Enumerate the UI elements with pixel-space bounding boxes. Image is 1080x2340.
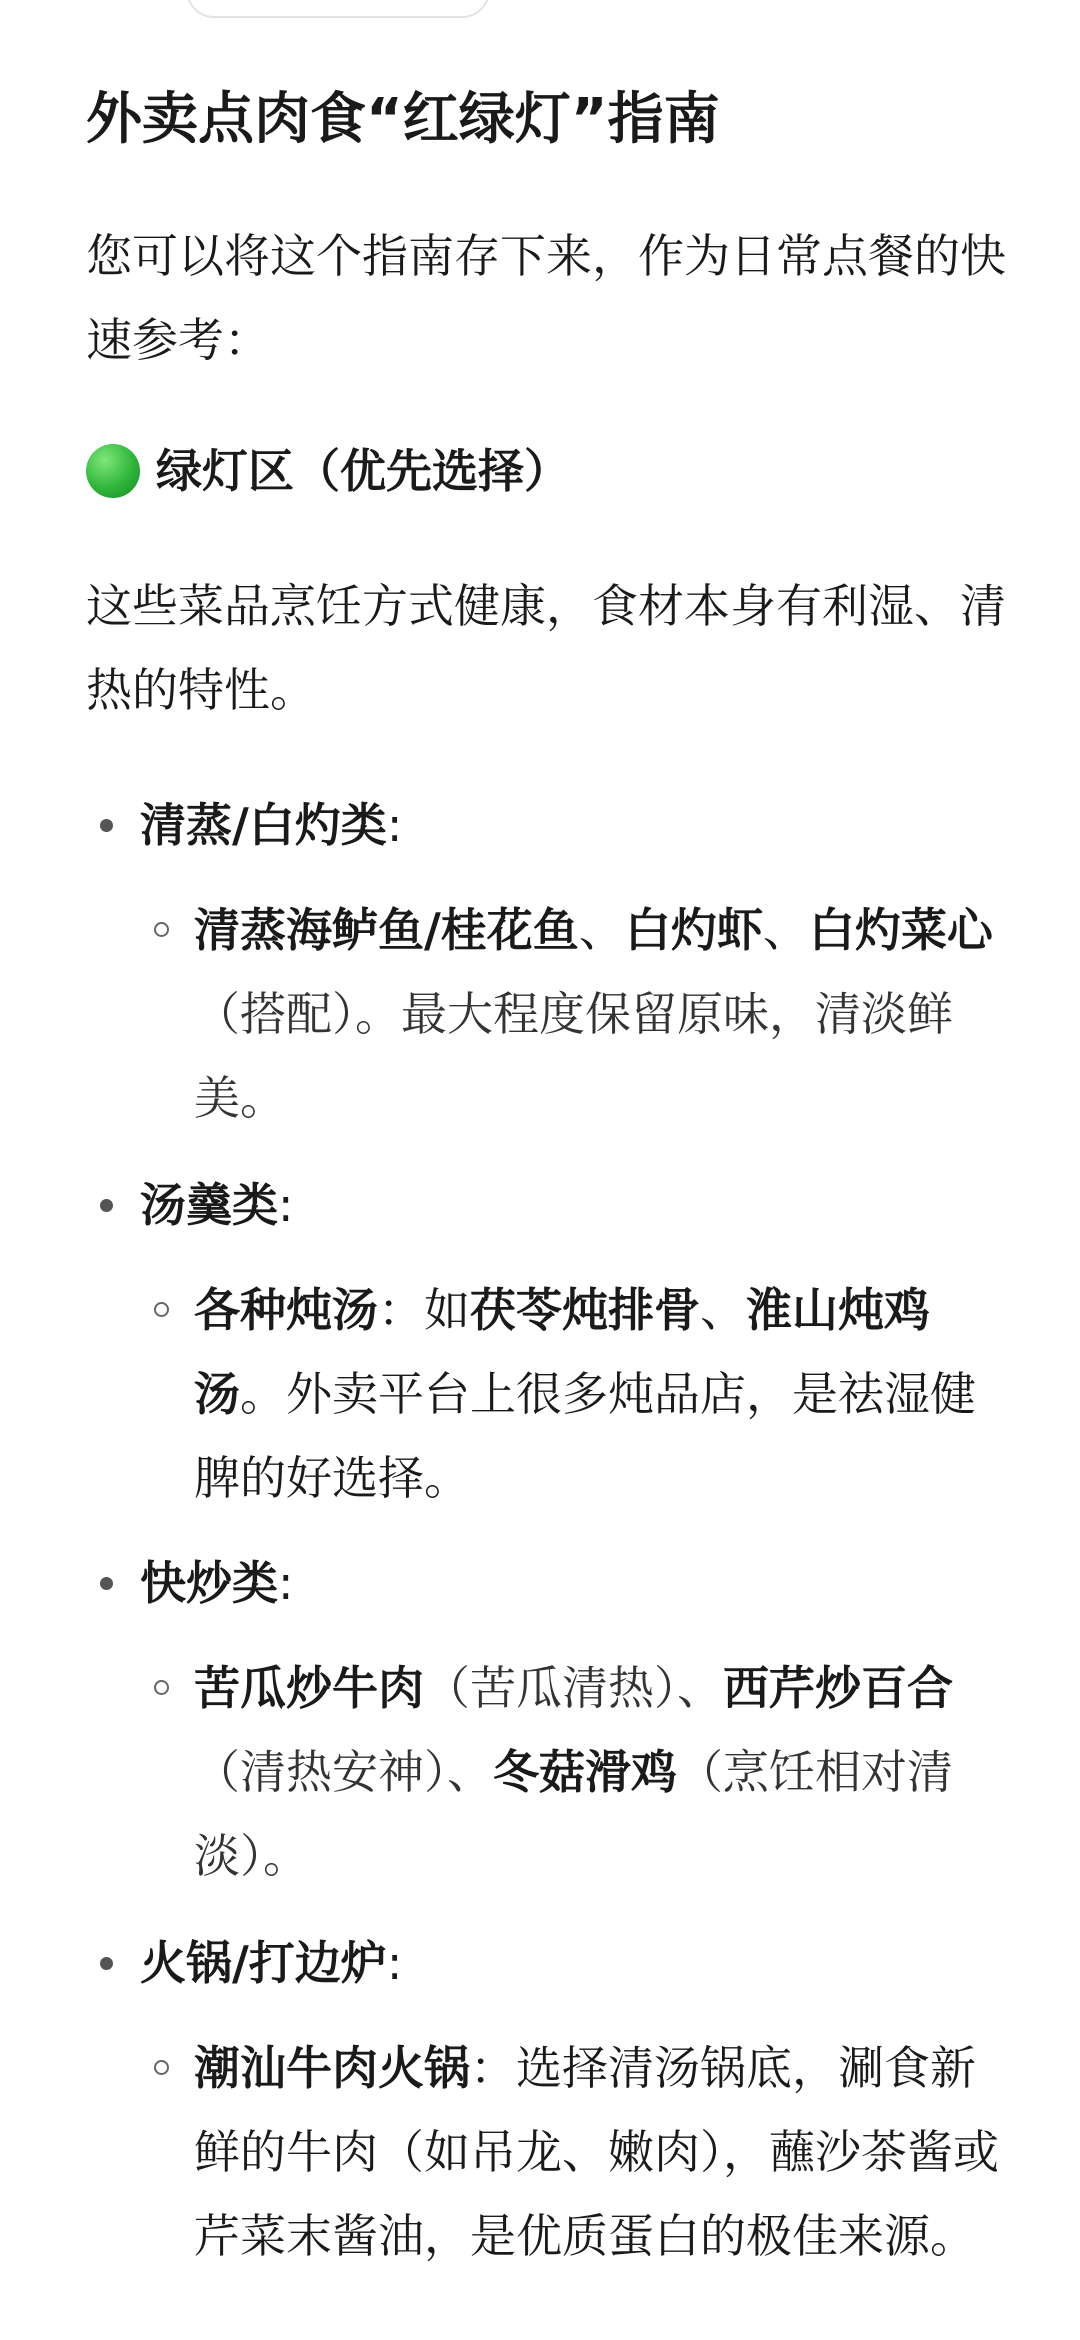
- green-section-title: 绿灯区（优先选择）: [156, 444, 570, 498]
- sub-list-item: 苦瓜炒牛肉（苦瓜清热）、西芹炒百合（清热安神）、冬菇滑鸡（烹饪相对清淡）。: [86, 1646, 1006, 1898]
- category-label: 汤羹类:: [86, 1170, 1006, 1240]
- sub-bullet-icon: [154, 1680, 169, 1695]
- sub-bullet-icon: [154, 922, 169, 937]
- green-section-heading: [86, 436, 570, 506]
- list-item: [86, 1170, 1006, 1520]
- list-item: [86, 1548, 1006, 1898]
- green-section-description: 这些菜品烹饪方式健康，食材本身有利湿、清热的特性。: [86, 579, 1006, 717]
- green-circle-icon: [86, 444, 140, 498]
- list-item: [86, 1928, 1006, 2278]
- category-label: 快炒类:: [86, 1548, 1006, 1618]
- category-label: 清蒸/白灼类:: [86, 790, 1006, 860]
- sub-bullet-icon: [154, 2060, 169, 2075]
- top-input-pill[interactable]: [186, 0, 490, 18]
- page-title: 外卖点肉食“红绿灯”指南: [86, 87, 720, 152]
- sub-list-item: 潮汕牛肉火锅：选择清汤锅底，涮食新鲜的牛肉（如吊龙、嫩肉），蘸沙茶酱或芹菜末酱油，是优质蛋白的极佳来源。: [86, 2026, 1006, 2278]
- sub-bullet-icon: [154, 1302, 169, 1317]
- sub-list-item: 清蒸海鲈鱼/桂花鱼、白灼虾、白灼菜心（搭配）。最大程度保留原味，清淡鲜美。: [86, 888, 1006, 1140]
- sub-list-item: 各种炖汤：如茯苓炖排骨、淮山炖鸡汤。外卖平台上很多炖品店，是祛湿健脾的好选择。: [86, 1268, 1006, 1520]
- bullet-icon: [100, 1199, 113, 1212]
- list-item: [86, 790, 1006, 1140]
- bullet-icon: [100, 819, 113, 832]
- bullet-icon: [100, 1577, 113, 1590]
- bullet-icon: [100, 1957, 113, 1970]
- intro-text: 您可以将这个指南存下来，作为日常点餐的快速参考：: [86, 229, 1006, 367]
- category-label: 火锅/打边炉:: [86, 1928, 1006, 1998]
